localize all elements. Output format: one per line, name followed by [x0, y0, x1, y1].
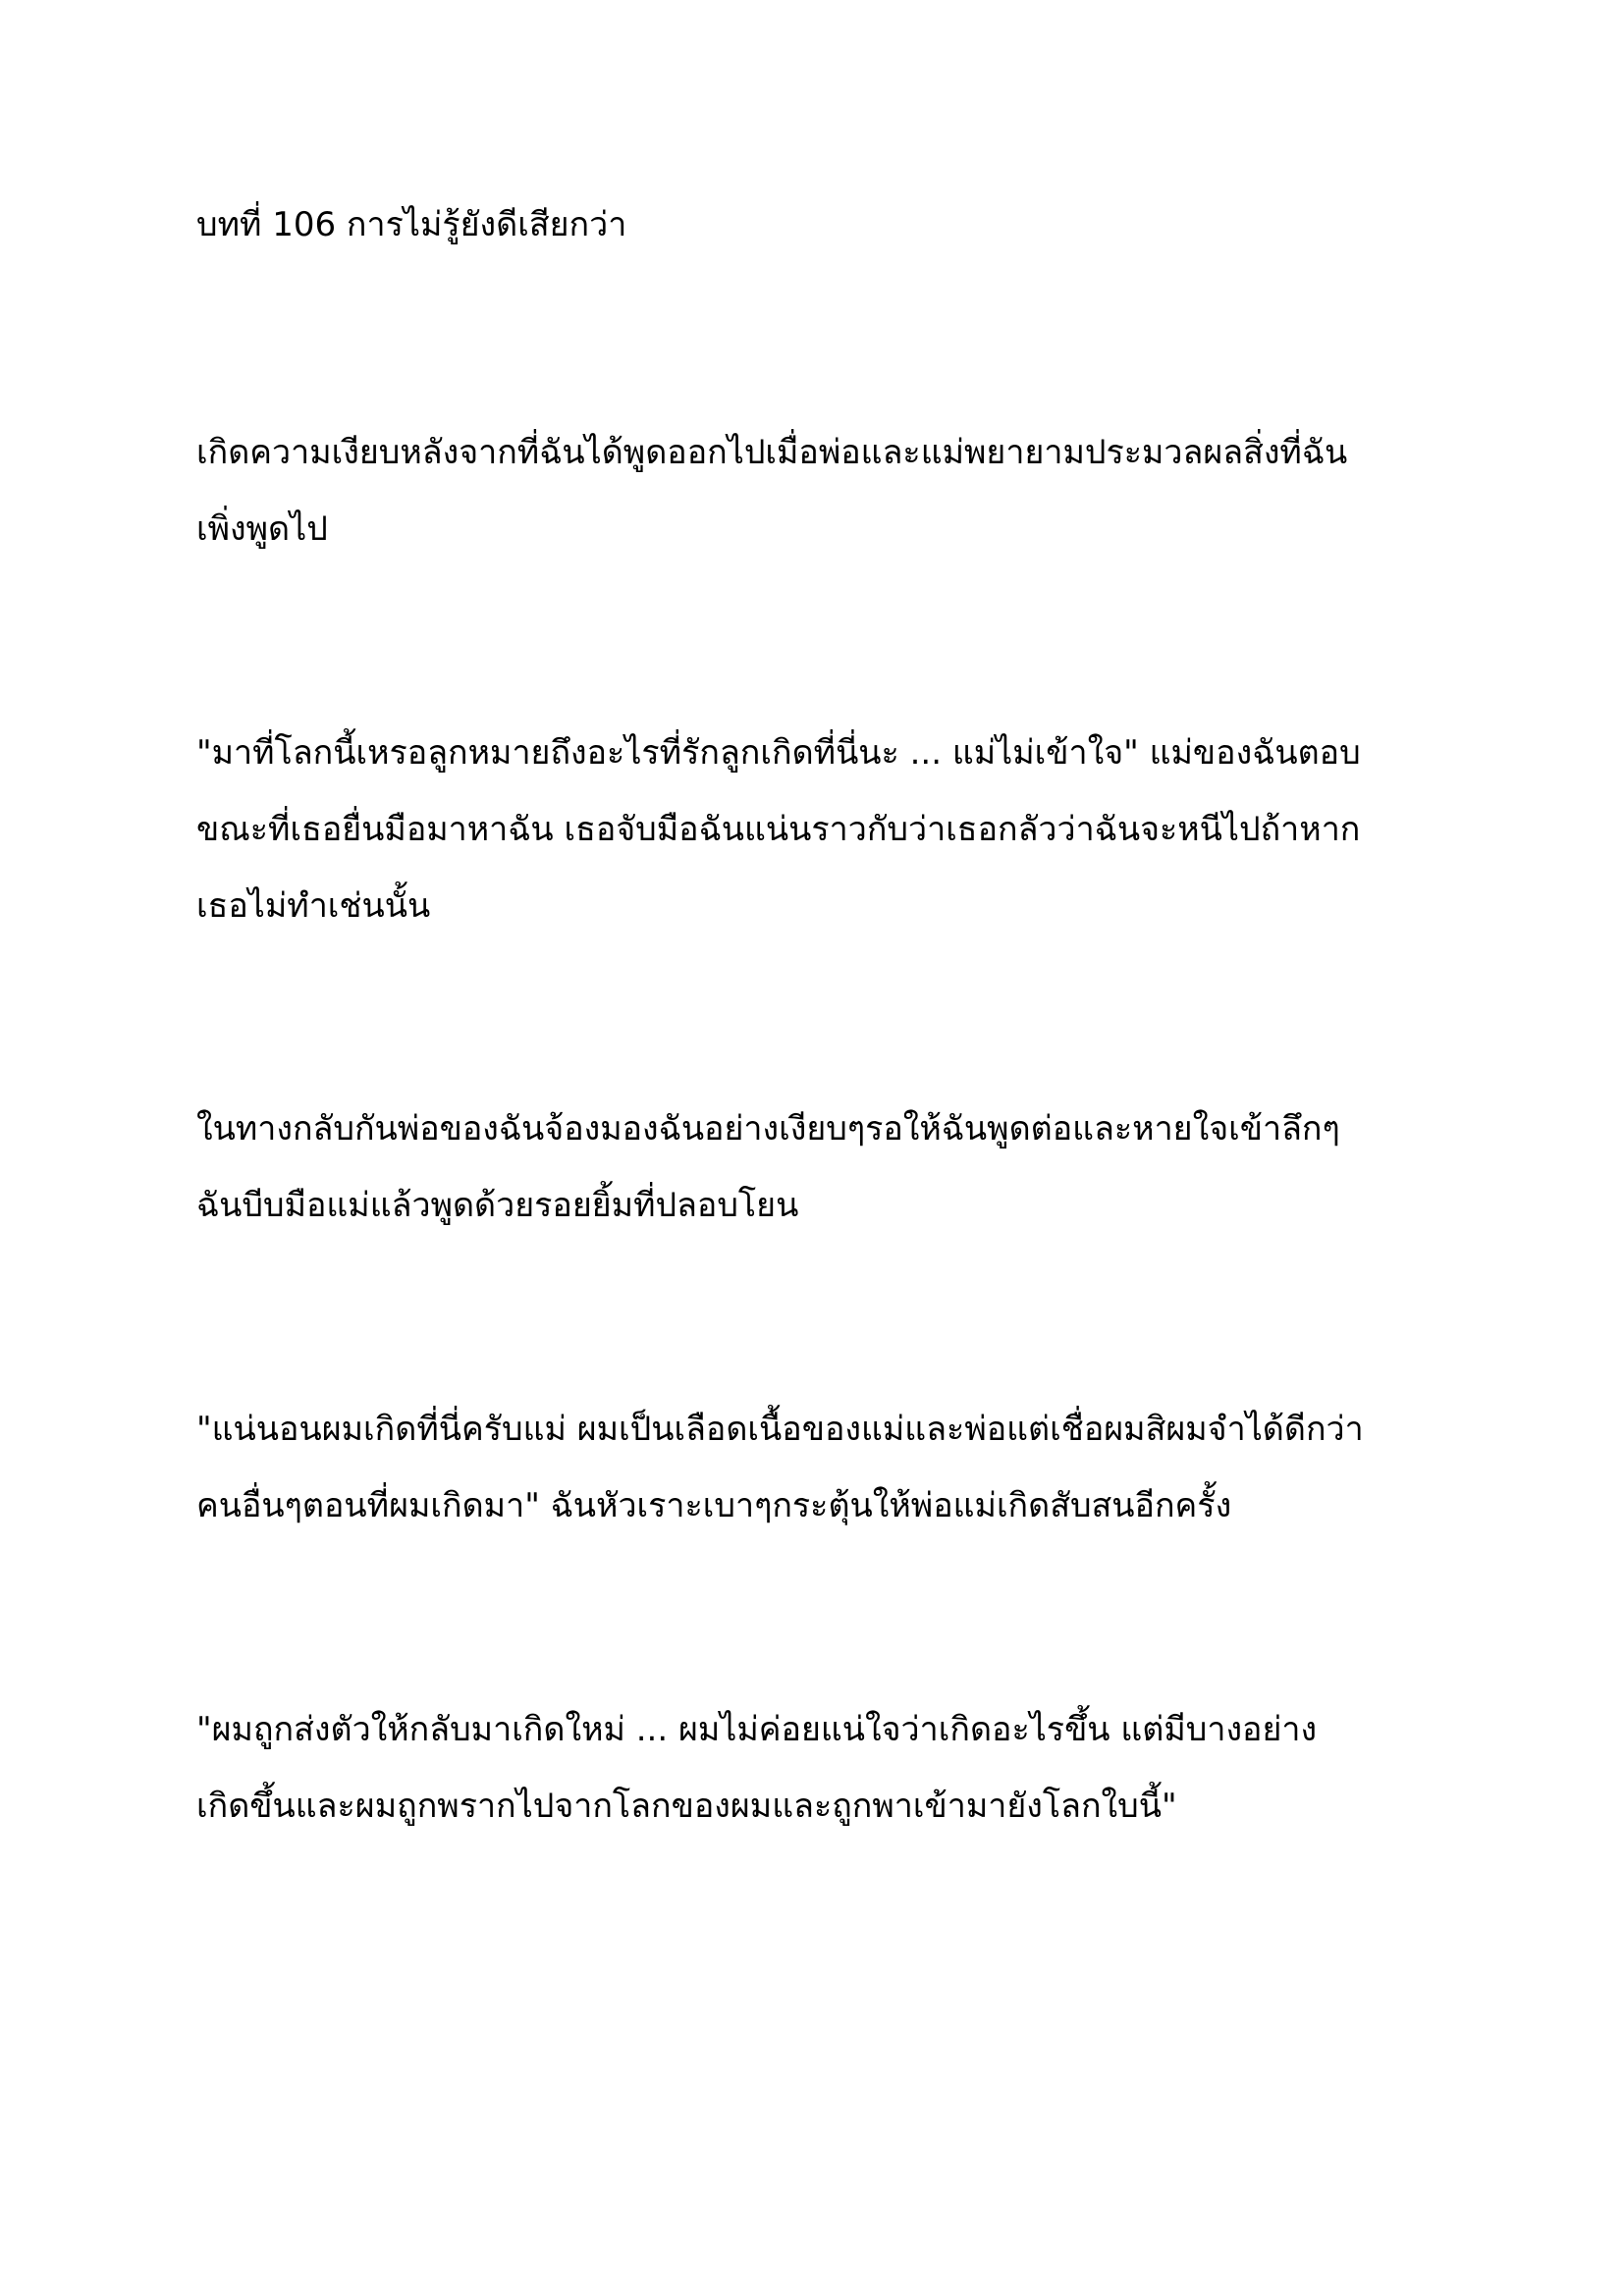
paragraph-line: ในทางกลับกันพ่อของฉันจ้องมองฉันอย่างเงียบๆรอให้ฉันพูดต่อและหายใจเข้าลึกๆ [196, 1109, 1340, 1148]
chapter-title: บทที่ 106 การไม่รู้ยังดีเสียกว่า [196, 205, 627, 244]
paragraph-line: ขณะที่เธอยื่นมือมาหาฉัน เธอจับมือฉันแน่นราวกับว่าเธอกลัวว่าฉันจะหนีไปถ้าหาก [196, 810, 1361, 849]
paragraph-5 [196, 1691, 1453, 1844]
paragraph-line: "มาที่โลกนี้เหรอลูกหมายถึงอะไรที่รักลูกเกิดที่นี่นะ ... แม่ไม่เข้าใจ" แม่ของฉันตอบ [196, 733, 1361, 773]
paragraph-line: "ผมถูกส่งตัวให้กลับมาเกิดใหม่ ... ผมไม่ค่อยแน่ใจว่าเกิดอะไรขึ้น แต่มีบางอย่าง [196, 1710, 1318, 1749]
paragraph-line: เกิดขึ้นและผมถูกพรากไปจากโลกของผมและถูกพาเข้ามายังโลกใบนี้" [196, 1787, 1177, 1826]
paragraph-line: เพิ่งพูดไป [196, 509, 328, 549]
paragraph-2 [196, 715, 1453, 944]
paragraph-4 [196, 1391, 1453, 1544]
paragraph-line: เกิดความเงียบหลังจากที่ฉันได้พูดออกไปเมื่อพ่อและแม่พยายามประมวลผลสิ่งที่ฉัน [196, 433, 1348, 472]
paragraph-line: เธอไม่ทำเช่นนั้น [196, 886, 431, 926]
paragraph-line: "แน่นอนผมเกิดที่นี่ครับแม่ ผมเป็นเลือดเนื้อของแม่และพ่อแต่เชื่อผมสิผมจำได้ดีกว่า [196, 1410, 1364, 1449]
paragraph-1 [196, 414, 1453, 567]
paragraph-line: คนอื่นๆตอนที่ผมเกิดมา" ฉันหัวเราะเบาๆกระตุ้นให้พ่อแม่เกิดสับสนอีกครั้ง [196, 1486, 1232, 1525]
paragraph-line: ฉันบีบมือแม่แล้วพูดด้วยรอยยิ้มที่ปลอบโยน [196, 1186, 799, 1225]
paragraph-3 [196, 1091, 1453, 1244]
